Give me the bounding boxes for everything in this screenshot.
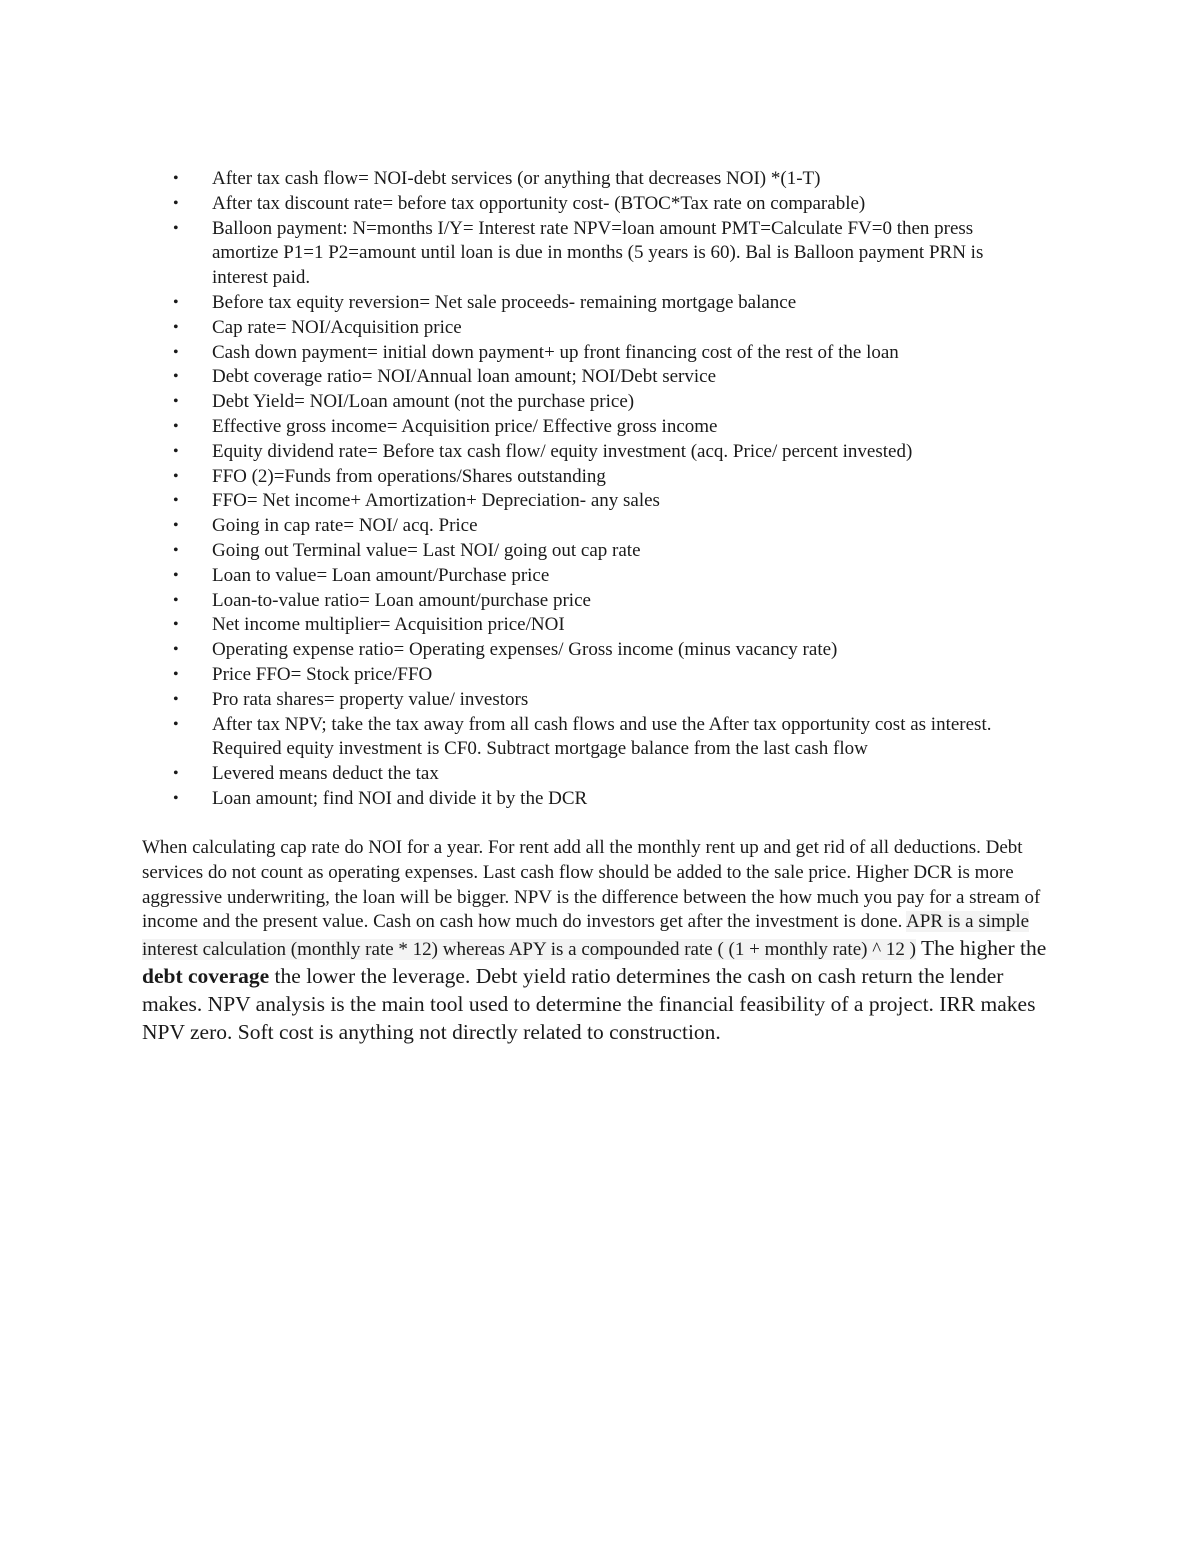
notes-text-part3: the lower the leverage. Debt yield ratio determines the cash on cash return the lender makes. NPV analysis is the main tool used to determine the financial feasibility of a project. IRR makes NPV zero. Soft cost is anything not directly related to construction. <box>142 963 1036 1044</box>
list-item-text: FFO= Net income+ Amortization+ Depreciation- any sales <box>212 490 660 512</box>
list-item <box>140 564 1040 589</box>
list-item-text: Effective gross income= Acquisition price/ Effective gross income <box>212 415 718 437</box>
list-item <box>140 539 1040 564</box>
notes-text-part2: The higher the <box>915 936 1047 961</box>
list-item-text: Debt Yield= NOI/Loan amount (not the purchase price) <box>212 391 635 413</box>
bullet-icon: • <box>173 393 179 411</box>
bullet-icon: • <box>173 765 179 783</box>
list-item <box>140 787 1040 812</box>
list-item-text: Going in cap rate= NOI/ acq. Price <box>212 515 478 537</box>
bullet-icon: • <box>173 690 179 708</box>
list-item <box>140 291 1040 316</box>
bullet-icon: • <box>173 318 179 336</box>
notes-paragraph <box>142 836 1057 1046</box>
list-item <box>140 365 1040 390</box>
bullet-icon: • <box>173 492 179 510</box>
list-item <box>140 762 1040 787</box>
bullet-icon: • <box>173 194 179 212</box>
bullet-icon: • <box>173 368 179 386</box>
list-item-text: FFO (2)=Funds from operations/Shares outstanding <box>212 465 606 487</box>
list-item <box>140 489 1040 514</box>
notes-text-part1: When calculating cap rate do NOI for a year. For rent add all the monthly rent up and get rid of all deductions. Debt services do not count as operating expenses. Last cash flow should be added to the sale price. Higher DCR is more aggressive underwriting, the loan will be bigger. NPV is the difference between the how much you pay for a stream of income and the present value. Cash on cash how much do investors get after the investment is done. <box>142 837 1041 933</box>
list-item-text: After tax cash flow= NOI-debt services (or anything that decreases NOI) *(1-T) <box>212 168 821 189</box>
list-item-text: Loan to value= Loan amount/Purchase price <box>212 564 550 586</box>
list-item-text: Loan amount; find NOI and divide it by the DCR <box>212 787 588 809</box>
bullet-icon: • <box>173 591 179 609</box>
list-item <box>140 465 1040 490</box>
bullet-icon: • <box>173 665 179 683</box>
bullet-icon: • <box>173 442 179 460</box>
list-item-text: Pro rata shares= property value/ investors <box>212 688 529 710</box>
list-item-text: After tax discount rate= before tax opportunity cost- (BTOC*Tax rate on comparable) <box>212 192 866 214</box>
list-item <box>140 713 1040 763</box>
bullet-icon: • <box>173 616 179 634</box>
list-item-text: Debt coverage ratio= NOI/Annual loan amount; NOI/Debt service <box>212 366 717 388</box>
list-item <box>140 341 1040 366</box>
bullet-icon: • <box>173 170 179 187</box>
list-item-text: Cash down payment= initial down payment+ up front financing cost of the rest of the loan <box>212 341 899 363</box>
list-item <box>140 192 1040 217</box>
bullet-icon: • <box>173 293 179 311</box>
list-item <box>140 415 1040 440</box>
bullet-icon: • <box>173 715 179 733</box>
list-item <box>140 217 1040 291</box>
list-item-text: Loan-to-value ratio= Loan amount/purchase price <box>212 589 591 611</box>
list-item-text: Price FFO= Stock price/FFO <box>212 663 433 685</box>
list-item <box>140 316 1040 341</box>
list-item-text: Operating expense ratio= Operating expenses/ Gross income (minus vacancy rate) <box>212 639 838 661</box>
bullet-icon: • <box>173 467 179 485</box>
list-item-text: Net income multiplier= Acquisition price/NOI <box>212 614 565 636</box>
list-item <box>140 390 1040 415</box>
bullet-icon: • <box>173 219 179 237</box>
list-item-text: Equity dividend rate= Before tax cash flow/ equity investment (acq. Price/ percent invested) <box>212 440 913 462</box>
list-item-text: Before tax equity reversion= Net sale proceeds- remaining mortgage balance <box>212 291 797 313</box>
bullet-icon: • <box>173 417 179 435</box>
list-item <box>140 613 1040 638</box>
list-item <box>140 440 1040 465</box>
list-item-text: Balloon payment: N=months I/Y= Interest rate NPV=loan amount PMT=Calculate FV=0 then press amortize P1=1 P2=amount until loan is due in months (5 years is 60). Bal is Balloon payment PRN is interest paid. <box>212 217 984 289</box>
list-item-text: Levered means deduct the tax <box>212 763 439 785</box>
list-item <box>140 514 1040 539</box>
formula-list <box>140 167 1040 812</box>
notes-apr-apy-text: APR is a simple interest calculation (monthly rate * 12) whereas APY is a compounded rate ( (1 + monthly rate) ^ 12 ) <box>142 911 1030 961</box>
bullet-icon: • <box>173 541 179 559</box>
list-item <box>140 688 1040 713</box>
list-item <box>140 167 1040 192</box>
notes-bold-term: debt coverage <box>142 963 270 988</box>
bullet-icon: • <box>173 517 179 535</box>
list-item <box>140 638 1040 663</box>
list-item <box>140 663 1040 688</box>
bullet-icon: • <box>173 789 179 807</box>
list-item-text: Going out Terminal value= Last NOI/ going out cap rate <box>212 539 641 561</box>
bullet-icon: • <box>173 566 179 584</box>
list-item-text: After tax NPV; take the tax away from all cash flows and use the After tax opportunity cost as interest. Required equity investment is CF0. Subtract mortgage balance from the last cash flow <box>212 713 992 760</box>
list-item <box>140 589 1040 614</box>
bullet-icon: • <box>173 343 179 361</box>
bullet-icon: • <box>173 641 179 659</box>
list-item-text: Cap rate= NOI/Acquisition price <box>212 316 462 338</box>
